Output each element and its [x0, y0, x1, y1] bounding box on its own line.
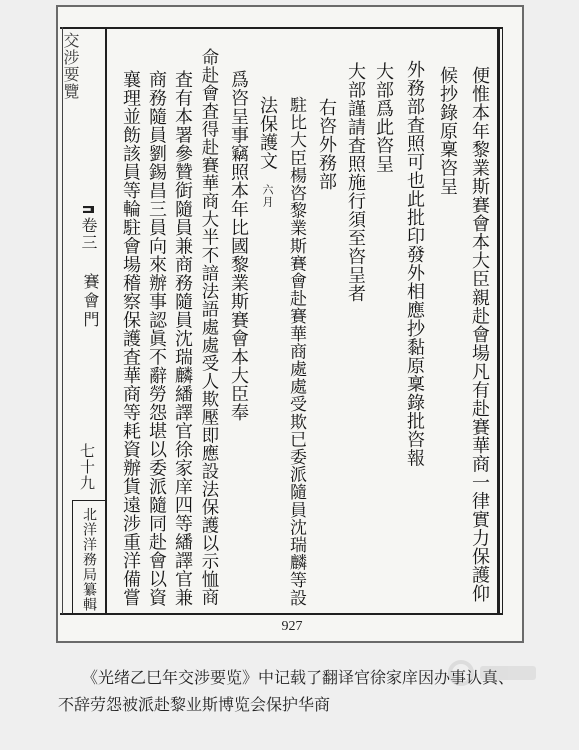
- date-note: 六月: [261, 184, 274, 208]
- text-column: 爲咨呈事竊照本年比國黎業斯賽會本大臣奉: [228, 70, 249, 422]
- text-column: 商務隨員劉錫昌三員向來辦事認眞不辭勞怨堪以委派隨同赴會以資: [146, 70, 167, 607]
- text-column: 右咨外務部: [316, 98, 337, 191]
- text-column: 査有本署參贊衘隨員兼商務隨員沈瑞麟繙譯官徐家庠四等繙譯官兼: [172, 70, 193, 607]
- document-title-column-end: [257, 96, 277, 208]
- watermark-bar: [480, 666, 536, 680]
- page-number: 927: [281, 619, 303, 634]
- text-column: 外務部査照可也此批印發外相應抄黏原稟錄批咨報: [404, 60, 425, 467]
- running-head-section: 賽會門: [81, 273, 100, 330]
- frame-rule-left-inner: [105, 27, 107, 614]
- text-column: 候抄錄原稟咨呈: [437, 66, 458, 196]
- running-head-title: 交涉要覽: [61, 32, 80, 100]
- text-column: 命赴會査得赴賽華商大半不諳法語處處受人欺壓即應設法保護以示恤商: [198, 48, 218, 606]
- fish-tail-mark-icon: [83, 206, 94, 213]
- frame-rule-right-thin: [502, 27, 503, 614]
- document-title-end: 法保護文: [257, 96, 278, 170]
- text-column: 便惟本年黎業斯賽會本大臣親赴會場凡有赴賽華商一律實力保護仰: [469, 66, 490, 603]
- running-head-volume: 卷三: [79, 217, 98, 251]
- frame-rule-right-thick: [497, 27, 500, 614]
- folio-number: 七十九: [78, 443, 96, 491]
- watermark-ring-icon: [448, 660, 474, 686]
- text-column: 大部爲此咨呈: [373, 62, 394, 173]
- scanned-page: [56, 5, 524, 643]
- frame-rule-top: [60, 27, 503, 29]
- document-title-column: 駐比大臣楊咨黎業斯賽會赴賽華商處處受欺已委派隨員沈瑞麟等設: [286, 96, 306, 607]
- caption-line-2: 不辞劳怨被派赴黎业斯博览会保护华商: [58, 695, 331, 714]
- frame-rule-bottom: [60, 613, 503, 615]
- text-column: 大部謹請査照施行須至咨呈者: [345, 62, 366, 303]
- frame-rule-left-outer: [62, 27, 63, 614]
- compiler-name: 北洋洋務局纂輯: [81, 507, 97, 612]
- watermark-logo: [448, 656, 540, 696]
- text-column: 襄理並飭該員等輪駐會場稽察保護査華商等耗資辦貨遠涉重洋備嘗: [120, 70, 141, 607]
- caption-line-1: 《光绪乙巳年交涉要览》中记载了翻译官徐家庠因办事认真、: [82, 668, 515, 687]
